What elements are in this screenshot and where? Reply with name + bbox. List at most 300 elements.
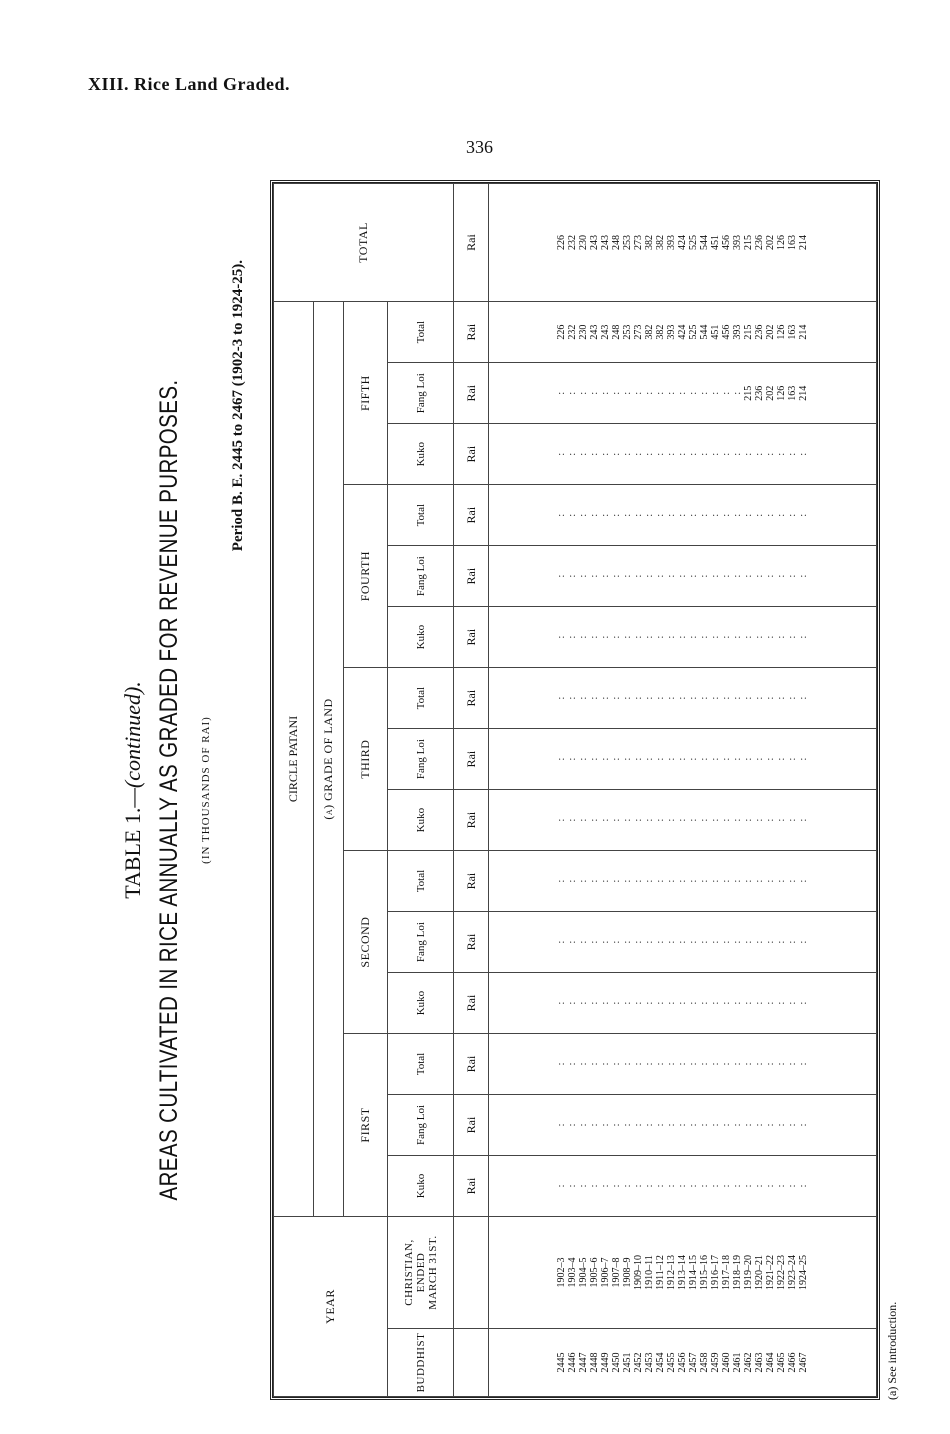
table-cell: 2458 xyxy=(699,1352,710,1373)
unit-rai: Rai xyxy=(454,1156,489,1217)
table-cell: 215 xyxy=(743,324,754,340)
table-cell: : xyxy=(721,696,732,700)
table-cell: : xyxy=(600,879,611,883)
table-cell: : xyxy=(622,696,633,700)
table-cell: : xyxy=(743,1062,754,1066)
table-cell: 1910–11 xyxy=(644,1255,655,1290)
table-cell: : xyxy=(655,1001,666,1005)
table-cell: 525 xyxy=(688,235,699,250)
first-kuko-column xyxy=(489,1156,877,1217)
table-cell: 230 xyxy=(578,235,589,250)
table-cell: 2460 xyxy=(721,1352,732,1373)
table-cell: 202 xyxy=(765,235,776,250)
table-cell: : xyxy=(644,696,655,700)
second-total-header: Total xyxy=(388,851,454,912)
table-cell: 2449 xyxy=(600,1352,611,1373)
first-grade-header: FIRST xyxy=(344,1034,388,1217)
table-cell: : xyxy=(567,940,578,944)
second-grade-header: SECOND xyxy=(344,851,388,1034)
table-cell: : xyxy=(787,452,798,456)
table-cell: : xyxy=(611,391,622,395)
fifth-grade-header: FIFTH xyxy=(344,302,388,485)
table-cell: 2462 xyxy=(743,1352,754,1373)
table-cell: : xyxy=(589,1123,600,1127)
data-row xyxy=(489,184,877,1397)
table-cell: : xyxy=(677,1001,688,1005)
table-cell: : xyxy=(732,757,743,761)
table-cell: 253 xyxy=(622,235,633,250)
table-cell: : xyxy=(567,1123,578,1127)
table-cell: : xyxy=(600,940,611,944)
table-cell: : xyxy=(699,635,710,639)
table-cell: : xyxy=(655,452,666,456)
table-cell: : xyxy=(578,818,589,822)
unit-rai: Rai xyxy=(454,668,489,729)
table-cell: 2450 xyxy=(611,1352,622,1373)
table-cell: : xyxy=(754,757,765,761)
table-cell: : xyxy=(666,1062,677,1066)
table-cell: : xyxy=(600,1123,611,1127)
table-cell: 214 xyxy=(798,385,809,401)
data-table xyxy=(273,183,877,1397)
table-cell: : xyxy=(600,513,611,517)
table-cell: : xyxy=(677,452,688,456)
fourth-kuko-header: Kuko xyxy=(388,607,454,668)
second-fangloi-header: Fang Loi xyxy=(388,912,454,973)
table-cell: : xyxy=(644,757,655,761)
fourth-total-header: Total xyxy=(388,485,454,546)
third-kuko-column xyxy=(489,790,877,851)
table-cell: 2459 xyxy=(710,1352,721,1373)
table-cell: : xyxy=(589,818,600,822)
table-cell: : xyxy=(732,513,743,517)
table-cell: : xyxy=(633,818,644,822)
table-cell: : xyxy=(798,757,809,761)
table-cell: 1915–16 xyxy=(699,1255,710,1290)
table-cell: : xyxy=(567,696,578,700)
table-cell: 1917–18 xyxy=(721,1255,732,1290)
table-cell: : xyxy=(776,452,787,456)
table-cell: 243 xyxy=(600,235,611,250)
table-cell: : xyxy=(644,391,655,395)
table-cell: : xyxy=(710,757,721,761)
table-cell: : xyxy=(699,1123,710,1127)
table-cell: : xyxy=(743,574,754,578)
table-cell: 243 xyxy=(589,324,600,340)
table-cell: : xyxy=(743,757,754,761)
table-cell: : xyxy=(776,818,787,822)
table-cell: : xyxy=(787,513,798,517)
first-fangloi-column xyxy=(489,1095,877,1156)
table-cell: : xyxy=(710,635,721,639)
table-cell: : xyxy=(787,1184,798,1188)
first-total-column xyxy=(489,1034,877,1095)
table-cell: 2445 xyxy=(556,1352,567,1373)
table-cell: 1902–3 xyxy=(556,1257,567,1288)
fifth-total-header: Total xyxy=(388,302,454,363)
table-cell: : xyxy=(578,757,589,761)
table-cell: 1905–6 xyxy=(589,1257,600,1288)
table-cell: 2463 xyxy=(754,1352,765,1373)
table-cell: : xyxy=(578,696,589,700)
table-cell: 1923–24 xyxy=(787,1255,798,1290)
table-cell: : xyxy=(666,391,677,395)
table-cell: 451 xyxy=(710,324,721,340)
table-cell: : xyxy=(600,1184,611,1188)
table-cell: : xyxy=(787,1062,798,1066)
section-heading: XIII. Rice Land Graded. xyxy=(88,74,291,94)
fourth-kuko-column xyxy=(489,607,877,668)
table-cell: : xyxy=(688,757,699,761)
table-cell: 1924–25 xyxy=(798,1255,809,1290)
table-cell: : xyxy=(567,879,578,883)
table-cell: 236 xyxy=(754,385,765,401)
table-cell: : xyxy=(644,940,655,944)
table-cell: 202 xyxy=(765,324,776,340)
table-cell: : xyxy=(798,1184,809,1188)
table-cell: : xyxy=(776,1001,787,1005)
table-cell: : xyxy=(688,513,699,517)
table-cell: : xyxy=(633,1062,644,1066)
table-cell: : xyxy=(787,940,798,944)
table-cell: : xyxy=(677,1062,688,1066)
table-cell: : xyxy=(589,635,600,639)
table-cell: : xyxy=(600,818,611,822)
table-cell: 215 xyxy=(743,385,754,401)
second-fangloi-column xyxy=(489,912,877,973)
table-cell: : xyxy=(622,391,633,395)
buddhist-header: BUDDHIST xyxy=(388,1329,454,1397)
table-cell: : xyxy=(754,696,765,700)
table-cell: 232 xyxy=(567,235,578,250)
table-cell: : xyxy=(776,574,787,578)
table-cell: 456 xyxy=(721,235,732,250)
table-cell: : xyxy=(622,1123,633,1127)
third-total-header: Total xyxy=(388,668,454,729)
table-cell: : xyxy=(721,1062,732,1066)
table-cell: : xyxy=(556,1062,567,1066)
table-cell: : xyxy=(600,391,611,395)
table-subtitle: AREAS CULTIVATED IN RICE ANNUALLY AS GRADED FOR REVENUE PURPOSES. xyxy=(155,379,183,1201)
table-cell: : xyxy=(732,574,743,578)
table-cell: : xyxy=(622,818,633,822)
table-cell: : xyxy=(567,513,578,517)
grand-total-column xyxy=(489,184,877,302)
table-cell: : xyxy=(787,696,798,700)
table-cell: : xyxy=(743,452,754,456)
fourth-total-column xyxy=(489,485,877,546)
table-cell: : xyxy=(798,574,809,578)
table-cell: : xyxy=(655,879,666,883)
table-cell: : xyxy=(732,1001,743,1005)
unit-rai: Rai xyxy=(454,607,489,668)
table-cell: : xyxy=(776,757,787,761)
table-cell: : xyxy=(567,574,578,578)
table-cell: : xyxy=(611,513,622,517)
table-cell: : xyxy=(688,940,699,944)
table-cell: 456 xyxy=(721,324,732,340)
table-cell: 202 xyxy=(765,385,776,401)
table-cell: : xyxy=(600,635,611,639)
table-cell: : xyxy=(611,818,622,822)
table-cell: 253 xyxy=(622,324,633,340)
table-cell: : xyxy=(754,1123,765,1127)
table-cell: : xyxy=(721,513,732,517)
table-cell: : xyxy=(611,1123,622,1127)
table-cell: : xyxy=(699,574,710,578)
table-cell: 226 xyxy=(556,324,567,340)
table-cell: 393 xyxy=(666,235,677,250)
table-cell: : xyxy=(611,574,622,578)
table-cell: 126 xyxy=(776,324,787,340)
table-cell: : xyxy=(622,1001,633,1005)
table-cell: : xyxy=(743,818,754,822)
table-cell: : xyxy=(644,635,655,639)
table-cell: : xyxy=(754,635,765,639)
unit-rai: Rai xyxy=(454,973,489,1034)
fifth-kuko-column xyxy=(489,424,877,485)
table-cell: : xyxy=(765,940,776,944)
table-cell: : xyxy=(622,574,633,578)
table-period: Period B. E. 2445 to 2467 (1902-3 to 1924-25). xyxy=(230,260,246,552)
table-cell: : xyxy=(765,635,776,639)
table-cell: : xyxy=(600,452,611,456)
table-cell: : xyxy=(622,1184,633,1188)
table-cell: : xyxy=(798,452,809,456)
table-cell: : xyxy=(655,513,666,517)
table-cell: : xyxy=(611,879,622,883)
table-cell: : xyxy=(622,757,633,761)
table-cell: : xyxy=(710,879,721,883)
table-cell: : xyxy=(677,757,688,761)
unit-rai: Rai xyxy=(454,424,489,485)
table-cell: : xyxy=(765,1001,776,1005)
table-cell: : xyxy=(611,452,622,456)
table-cell: : xyxy=(765,1062,776,1066)
table-cell: : xyxy=(776,940,787,944)
table-cell: : xyxy=(655,818,666,822)
table-cell: : xyxy=(710,452,721,456)
table-cell: : xyxy=(666,452,677,456)
table-cell: : xyxy=(666,574,677,578)
table-cell: : xyxy=(567,452,578,456)
table-cell: : xyxy=(611,1001,622,1005)
table-cell: 2446 xyxy=(567,1352,578,1373)
table-cell: : xyxy=(567,818,578,822)
table-cell: : xyxy=(633,452,644,456)
table-cell: 2448 xyxy=(589,1352,600,1373)
unit-rai: Rai xyxy=(454,851,489,912)
table-cell: : xyxy=(589,574,600,578)
table-cell: : xyxy=(633,879,644,883)
table-cell: : xyxy=(699,757,710,761)
table-cell: : xyxy=(732,818,743,822)
fifth-fangloi-column xyxy=(489,363,877,424)
table-cell: : xyxy=(633,696,644,700)
table-cell: : xyxy=(567,757,578,761)
christian-year-column xyxy=(489,1216,877,1328)
table-cell: : xyxy=(644,879,655,883)
table-cell: : xyxy=(721,818,732,822)
table-cell: : xyxy=(743,1184,754,1188)
table-cell: : xyxy=(710,940,721,944)
table-cell: 214 xyxy=(798,324,809,340)
table-cell: : xyxy=(644,452,655,456)
table-cell: : xyxy=(633,940,644,944)
table-cell: : xyxy=(776,1123,787,1127)
table-cell: : xyxy=(578,1062,589,1066)
table-cell: : xyxy=(732,1123,743,1127)
unit-rai: Rai xyxy=(454,184,489,302)
unit-rai: Rai xyxy=(454,912,489,973)
table-cell: : xyxy=(743,940,754,944)
table-cell: 230 xyxy=(578,324,589,340)
table-title: TABLE 1.—(continued). xyxy=(120,681,145,899)
table-cell: : xyxy=(633,1123,644,1127)
table-cell: : xyxy=(644,513,655,517)
table-cell: : xyxy=(556,696,567,700)
table-cell: : xyxy=(732,452,743,456)
table-cell: : xyxy=(699,818,710,822)
table-cell: : xyxy=(622,1062,633,1066)
table-unit: (IN THOUSANDS OF RAI) xyxy=(200,716,212,864)
table-cell: : xyxy=(556,1123,567,1127)
table-cell: : xyxy=(710,1001,721,1005)
table-cell: 2453 xyxy=(644,1352,655,1373)
unit-rai: Rai xyxy=(454,1095,489,1156)
table-cell: : xyxy=(754,1062,765,1066)
table-cell: : xyxy=(710,513,721,517)
table-cell: 1906–7 xyxy=(600,1257,611,1288)
page-number: 336 xyxy=(466,137,493,157)
table-cell: : xyxy=(688,574,699,578)
grand-total-header: TOTAL xyxy=(274,184,454,302)
table-cell: : xyxy=(787,574,798,578)
table-cell: : xyxy=(699,879,710,883)
table-cell: : xyxy=(611,757,622,761)
table-cell: : xyxy=(556,1001,567,1005)
table-cell: : xyxy=(688,1001,699,1005)
table-cell: 1908–9 xyxy=(622,1257,633,1288)
table-cell: 393 xyxy=(732,235,743,250)
table-cell: : xyxy=(666,1123,677,1127)
table-cell: : xyxy=(622,513,633,517)
table-cell: : xyxy=(688,696,699,700)
table-cell: : xyxy=(677,1123,688,1127)
table-cell: : xyxy=(677,513,688,517)
table-cell: : xyxy=(633,1184,644,1188)
table-cell: : xyxy=(765,757,776,761)
table-cell: 236 xyxy=(754,324,765,340)
table-cell: : xyxy=(787,818,798,822)
table-cell: : xyxy=(787,635,798,639)
table-cell: : xyxy=(600,1001,611,1005)
table-cell: : xyxy=(743,513,754,517)
table-cell: : xyxy=(754,452,765,456)
table-cell: 1916–17 xyxy=(710,1255,721,1290)
table-cell: : xyxy=(765,1123,776,1127)
table-cell: 2461 xyxy=(732,1352,743,1373)
table-cell: 2464 xyxy=(765,1352,776,1373)
table-cell: 1912–13 xyxy=(666,1255,677,1290)
table-cell: 2457 xyxy=(688,1352,699,1373)
table-cell: : xyxy=(589,757,600,761)
table-cell: : xyxy=(633,391,644,395)
table-cell: : xyxy=(611,1062,622,1066)
table-cell: : xyxy=(798,818,809,822)
table-cell: : xyxy=(655,391,666,395)
table-cell: : xyxy=(710,818,721,822)
third-total-column xyxy=(489,668,877,729)
table-cell: : xyxy=(798,696,809,700)
table-cell: : xyxy=(556,940,567,944)
table-cell: 424 xyxy=(677,324,688,340)
table-cell: 2452 xyxy=(633,1352,644,1373)
table-cell: 236 xyxy=(754,235,765,250)
unit-rai: Rai xyxy=(454,729,489,790)
table-cell: : xyxy=(677,696,688,700)
table-cell: : xyxy=(699,452,710,456)
table-cell: : xyxy=(776,696,787,700)
table-cell: : xyxy=(721,1123,732,1127)
table-cell: 1904–5 xyxy=(578,1257,589,1288)
circle-header: CIRCLE PATANI xyxy=(274,302,314,1217)
table-cell: : xyxy=(655,940,666,944)
table-cell: 126 xyxy=(776,235,787,250)
table-cell: 273 xyxy=(633,235,644,250)
fifth-kuko-header: Kuko xyxy=(388,424,454,485)
table-cell: : xyxy=(567,391,578,395)
table-cell: : xyxy=(710,391,721,395)
table-cell: : xyxy=(633,1001,644,1005)
table-cell: 2454 xyxy=(655,1352,666,1373)
table-cell: 393 xyxy=(666,324,677,340)
table-cell: : xyxy=(666,879,677,883)
table-cell: : xyxy=(611,1184,622,1188)
table-cell: : xyxy=(688,1062,699,1066)
table-cell: : xyxy=(688,1184,699,1188)
table-cell: : xyxy=(556,513,567,517)
table-cell: : xyxy=(798,513,809,517)
table-cell: : xyxy=(765,513,776,517)
table-cell: 2455 xyxy=(666,1352,677,1373)
table-cell: 1909–10 xyxy=(633,1255,644,1290)
table-cell: : xyxy=(578,391,589,395)
table-cell: : xyxy=(655,757,666,761)
table-cell: 525 xyxy=(688,324,699,340)
unit-rai: Rai xyxy=(454,546,489,607)
table-cell: : xyxy=(765,452,776,456)
second-kuko-header: Kuko xyxy=(388,973,454,1034)
unit-row xyxy=(454,184,489,1397)
table-cell: 215 xyxy=(743,235,754,250)
table-cell: : xyxy=(644,1184,655,1188)
table-cell: 2447 xyxy=(578,1352,589,1373)
table-cell: : xyxy=(567,1062,578,1066)
table-cell: 2466 xyxy=(787,1352,798,1373)
table-cell: : xyxy=(622,635,633,639)
table-cell: : xyxy=(556,1184,567,1188)
table-cell: : xyxy=(655,1184,666,1188)
table-cell: : xyxy=(721,391,732,395)
table-cell: 163 xyxy=(787,235,798,250)
table-cell: 126 xyxy=(776,385,787,401)
table-cell: : xyxy=(765,1184,776,1188)
rotated-table-sheet xyxy=(100,180,899,1400)
table-cell: : xyxy=(765,696,776,700)
table-cell: : xyxy=(787,879,798,883)
table-cell: : xyxy=(589,452,600,456)
